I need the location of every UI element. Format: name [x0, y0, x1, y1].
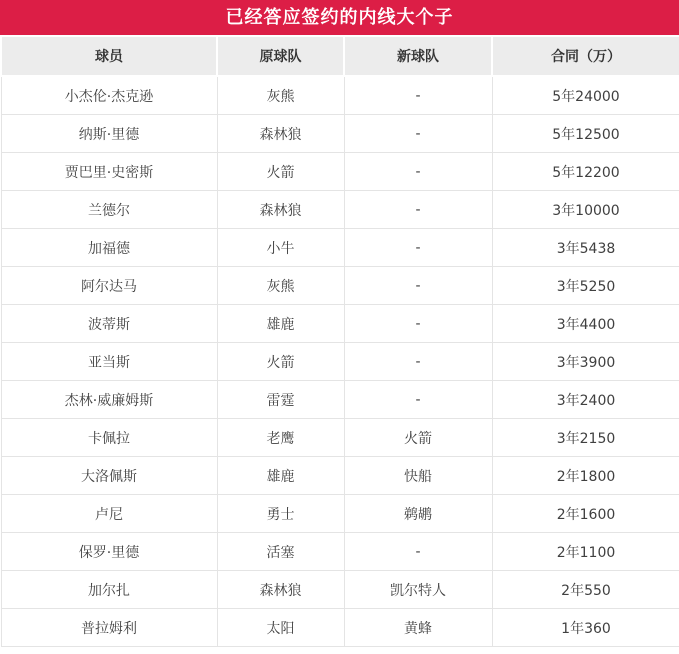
- player-cell: 大洛佩斯: [1, 457, 217, 495]
- contract-cell: 5年24000: [492, 76, 679, 115]
- contract-cell: 1年360: [492, 609, 679, 647]
- table-row: [1, 457, 679, 495]
- player-cell: 波蒂斯: [1, 305, 217, 343]
- table-row: [1, 229, 679, 267]
- table-row: [1, 305, 679, 343]
- table-header: [1, 36, 679, 76]
- table-title-bar: [0, 0, 679, 35]
- old-team-cell: 森林狼: [217, 571, 344, 609]
- new-team-cell: -: [344, 267, 492, 305]
- player-cell: 杰林·威廉姆斯: [1, 381, 217, 419]
- new-team-cell: -: [344, 533, 492, 571]
- new-team-cell: -: [344, 115, 492, 153]
- contract-cell: 5年12200: [492, 153, 679, 191]
- column-header: 球员: [1, 36, 217, 76]
- new-team-cell: -: [344, 191, 492, 229]
- column-header: 新球队: [344, 36, 492, 76]
- player-cell: 亚当斯: [1, 343, 217, 381]
- contract-cell: 3年2150: [492, 419, 679, 457]
- player-cell: 阿尔达马: [1, 267, 217, 305]
- table-row: [1, 191, 679, 229]
- old-team-cell: 老鹰: [217, 419, 344, 457]
- player-cell: 小杰伦·杰克逊: [1, 76, 217, 115]
- table-row: [1, 267, 679, 305]
- contract-cell: 3年5438: [492, 229, 679, 267]
- table-row: [1, 115, 679, 153]
- new-team-cell: 鹈鹕: [344, 495, 492, 533]
- new-team-cell: 黄蜂: [344, 609, 492, 647]
- contract-cell: 2年550: [492, 571, 679, 609]
- new-team-cell: 火箭: [344, 419, 492, 457]
- new-team-cell: -: [344, 305, 492, 343]
- new-team-cell: 快船: [344, 457, 492, 495]
- table-title: 已经答应签约的内线大个子: [225, 7, 454, 28]
- old-team-cell: 火箭: [217, 343, 344, 381]
- player-cell: 纳斯·里德: [1, 115, 217, 153]
- contract-cell: 2年1600: [492, 495, 679, 533]
- old-team-cell: 森林狼: [217, 191, 344, 229]
- player-cell: 保罗·里德: [1, 533, 217, 571]
- column-header: 原球队: [217, 36, 344, 76]
- old-team-cell: 太阳: [217, 609, 344, 647]
- table-row: [1, 571, 679, 609]
- old-team-cell: 火箭: [217, 153, 344, 191]
- player-cell: 卡佩拉: [1, 419, 217, 457]
- signed-big-men-table: [0, 35, 679, 647]
- new-team-cell: -: [344, 76, 492, 115]
- table-row: [1, 153, 679, 191]
- old-team-cell: 雄鹿: [217, 457, 344, 495]
- contract-cell: 3年4400: [492, 305, 679, 343]
- table-row: [1, 381, 679, 419]
- new-team-cell: -: [344, 229, 492, 267]
- player-cell: 卢尼: [1, 495, 217, 533]
- player-cell: 加福德: [1, 229, 217, 267]
- contract-cell: 2年1800: [492, 457, 679, 495]
- contract-cell: 3年10000: [492, 191, 679, 229]
- contract-cell: 3年2400: [492, 381, 679, 419]
- new-team-cell: 凯尔特人: [344, 571, 492, 609]
- table-row: [1, 76, 679, 115]
- player-cell: 贾巴里·史密斯: [1, 153, 217, 191]
- player-cell: 加尔扎: [1, 571, 217, 609]
- table-row: [1, 533, 679, 571]
- old-team-cell: 灰熊: [217, 76, 344, 115]
- table-row: [1, 609, 679, 647]
- header-row: [1, 36, 679, 76]
- old-team-cell: 小牛: [217, 229, 344, 267]
- contract-cell: 5年12500: [492, 115, 679, 153]
- player-cell: 普拉姆利: [1, 609, 217, 647]
- old-team-cell: 森林狼: [217, 115, 344, 153]
- old-team-cell: 勇士: [217, 495, 344, 533]
- table-row: [1, 343, 679, 381]
- table-body: [1, 76, 679, 647]
- contract-cell: 3年5250: [492, 267, 679, 305]
- player-cell: 兰德尔: [1, 191, 217, 229]
- contract-cell: 3年3900: [492, 343, 679, 381]
- old-team-cell: 雷霆: [217, 381, 344, 419]
- new-team-cell: -: [344, 343, 492, 381]
- table-row: [1, 419, 679, 457]
- old-team-cell: 活塞: [217, 533, 344, 571]
- old-team-cell: 雄鹿: [217, 305, 344, 343]
- new-team-cell: -: [344, 381, 492, 419]
- contract-cell: 2年1100: [492, 533, 679, 571]
- column-header: 合同（万）: [492, 36, 679, 76]
- table-row: [1, 495, 679, 533]
- old-team-cell: 灰熊: [217, 267, 344, 305]
- new-team-cell: -: [344, 153, 492, 191]
